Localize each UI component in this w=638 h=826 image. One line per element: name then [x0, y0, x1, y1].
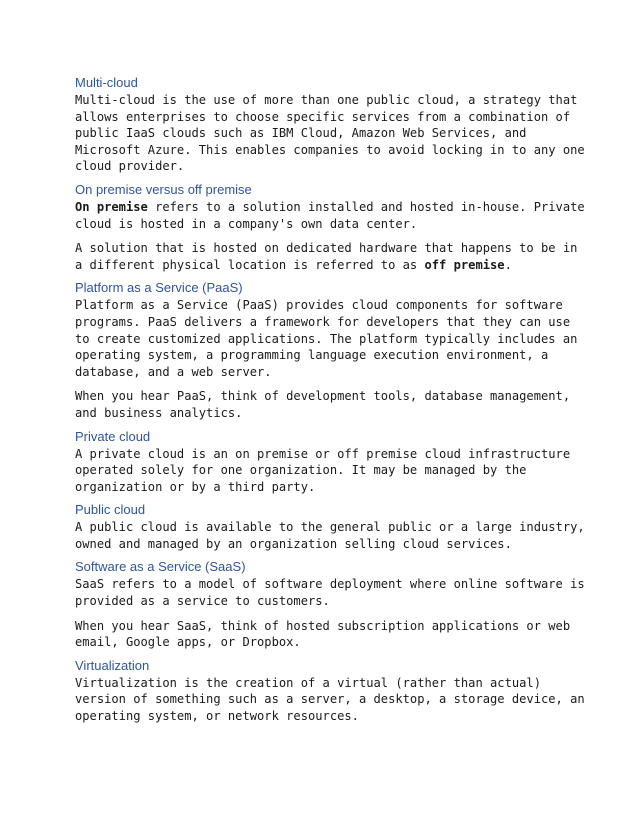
section-heading: Private cloud [75, 428, 151, 444]
text-line [75, 576, 585, 593]
glossary-section [75, 501, 585, 552]
text-run: cloud provider. [75, 159, 185, 174]
text-run: Platform as a Service (PaaS) provides cloud components for software [75, 298, 563, 313]
text-run: When you hear PaaS, think of development tools, database management, [75, 389, 571, 404]
text-line [75, 479, 565, 496]
glossary-section [75, 428, 571, 496]
document-page [75, 74, 585, 731]
text-line [75, 142, 585, 159]
glossary-section [75, 657, 585, 725]
text-run: allows enterprises to choose specific services from a combination of [75, 109, 571, 124]
section-heading: Public cloud [75, 502, 146, 518]
text-line [75, 405, 565, 422]
text-run: A private cloud is an on premise or off premise cloud infrastructure [75, 446, 571, 461]
text-line [75, 109, 571, 126]
body-paragraph [75, 240, 578, 273]
text-run: A solution that is hosted on dedicated hardware that happens to be in [75, 241, 578, 256]
glossary-section [75, 279, 578, 421]
body-paragraph [75, 388, 571, 421]
text-run: SaaS refers to a model of software deployment where online software is [75, 577, 585, 592]
text-run: Microsoft Azure. This enables companies to avoid locking in to any one [75, 142, 585, 157]
text-line [75, 331, 578, 348]
text-run: and business analytics. [75, 405, 243, 420]
text-line [75, 216, 565, 233]
text-run: Multi-cloud is the use of more than one public cloud, a strategy that [75, 93, 578, 107]
body-paragraph [75, 618, 571, 651]
body-paragraph [75, 199, 585, 232]
body-paragraph [75, 92, 585, 175]
text-run: operating system, a programming language execution environment, a [75, 348, 549, 363]
section-heading: Software as a Service (SaaS) [75, 559, 246, 575]
text-line [75, 199, 585, 216]
text-run: operated solely for one organization. It may be managed by the [75, 463, 527, 478]
bold-term: On premise [75, 199, 148, 214]
text-run: owned and managed by an organization selling cloud services. [75, 536, 512, 551]
section-heading: Platform as a Service (PaaS) [75, 280, 243, 296]
section-heading: Virtualization [75, 657, 150, 673]
text-run: a different physical location is referred to as [75, 257, 425, 272]
text-line [75, 634, 565, 651]
text-line [75, 388, 571, 405]
section-heading: On premise versus off premise [75, 181, 252, 197]
text-line [75, 618, 571, 635]
text-run: provided as a service to customers. [75, 594, 330, 609]
text-line [75, 691, 585, 708]
text-run: Virtualization is the creation of a virtual (rather than actual) [75, 675, 541, 690]
text-line [75, 536, 565, 553]
text-run: email, Google apps, or Dropbox. [75, 635, 301, 650]
text-line [75, 593, 565, 610]
text-line [75, 347, 565, 364]
text-line [75, 708, 565, 725]
body-paragraph [75, 446, 571, 496]
text-line [75, 125, 565, 142]
text-run: to create customized applications. The platform typically includes an [75, 331, 578, 346]
text-line [75, 519, 585, 536]
text-line [75, 240, 578, 257]
text-run: database, and a web server. [75, 364, 272, 379]
text-run: When you hear SaaS, think of hosted subscription applications or web [75, 618, 571, 633]
body-paragraph [75, 576, 585, 609]
text-line [75, 158, 565, 175]
text-line [75, 92, 578, 109]
text-line [75, 314, 571, 331]
text-line [75, 675, 565, 692]
text-run: version of something such as a server, a desktop, a storage device, an [75, 692, 585, 707]
text-run: public IaaS clouds such as IBM Cloud, Amazon Web Services, and [75, 126, 527, 141]
body-paragraph [75, 675, 585, 725]
glossary-section [75, 74, 585, 175]
text-line [75, 446, 571, 463]
section-heading: Multi-cloud [75, 75, 138, 90]
text-run: A public cloud is available to the general public or a large industry, [75, 520, 585, 535]
text-run: refers to a solution installed and hosted in-house. Private [147, 199, 585, 214]
text-run: organization or by a third party. [75, 479, 316, 494]
text-line [75, 364, 565, 381]
text-line [75, 297, 565, 314]
body-paragraph [75, 519, 585, 552]
text-run: programs. PaaS delivers a framework for developers that they can use [75, 314, 571, 329]
bold-term: off premise [424, 257, 505, 272]
text-run: operating system, or network resources. [75, 709, 359, 724]
glossary-section [75, 181, 585, 273]
text-line [75, 257, 565, 274]
text-run: . [504, 257, 512, 272]
text-line [75, 462, 565, 479]
glossary-section [75, 558, 585, 650]
body-paragraph [75, 297, 578, 380]
text-run: cloud is hosted in a company's own data center. [75, 216, 418, 231]
